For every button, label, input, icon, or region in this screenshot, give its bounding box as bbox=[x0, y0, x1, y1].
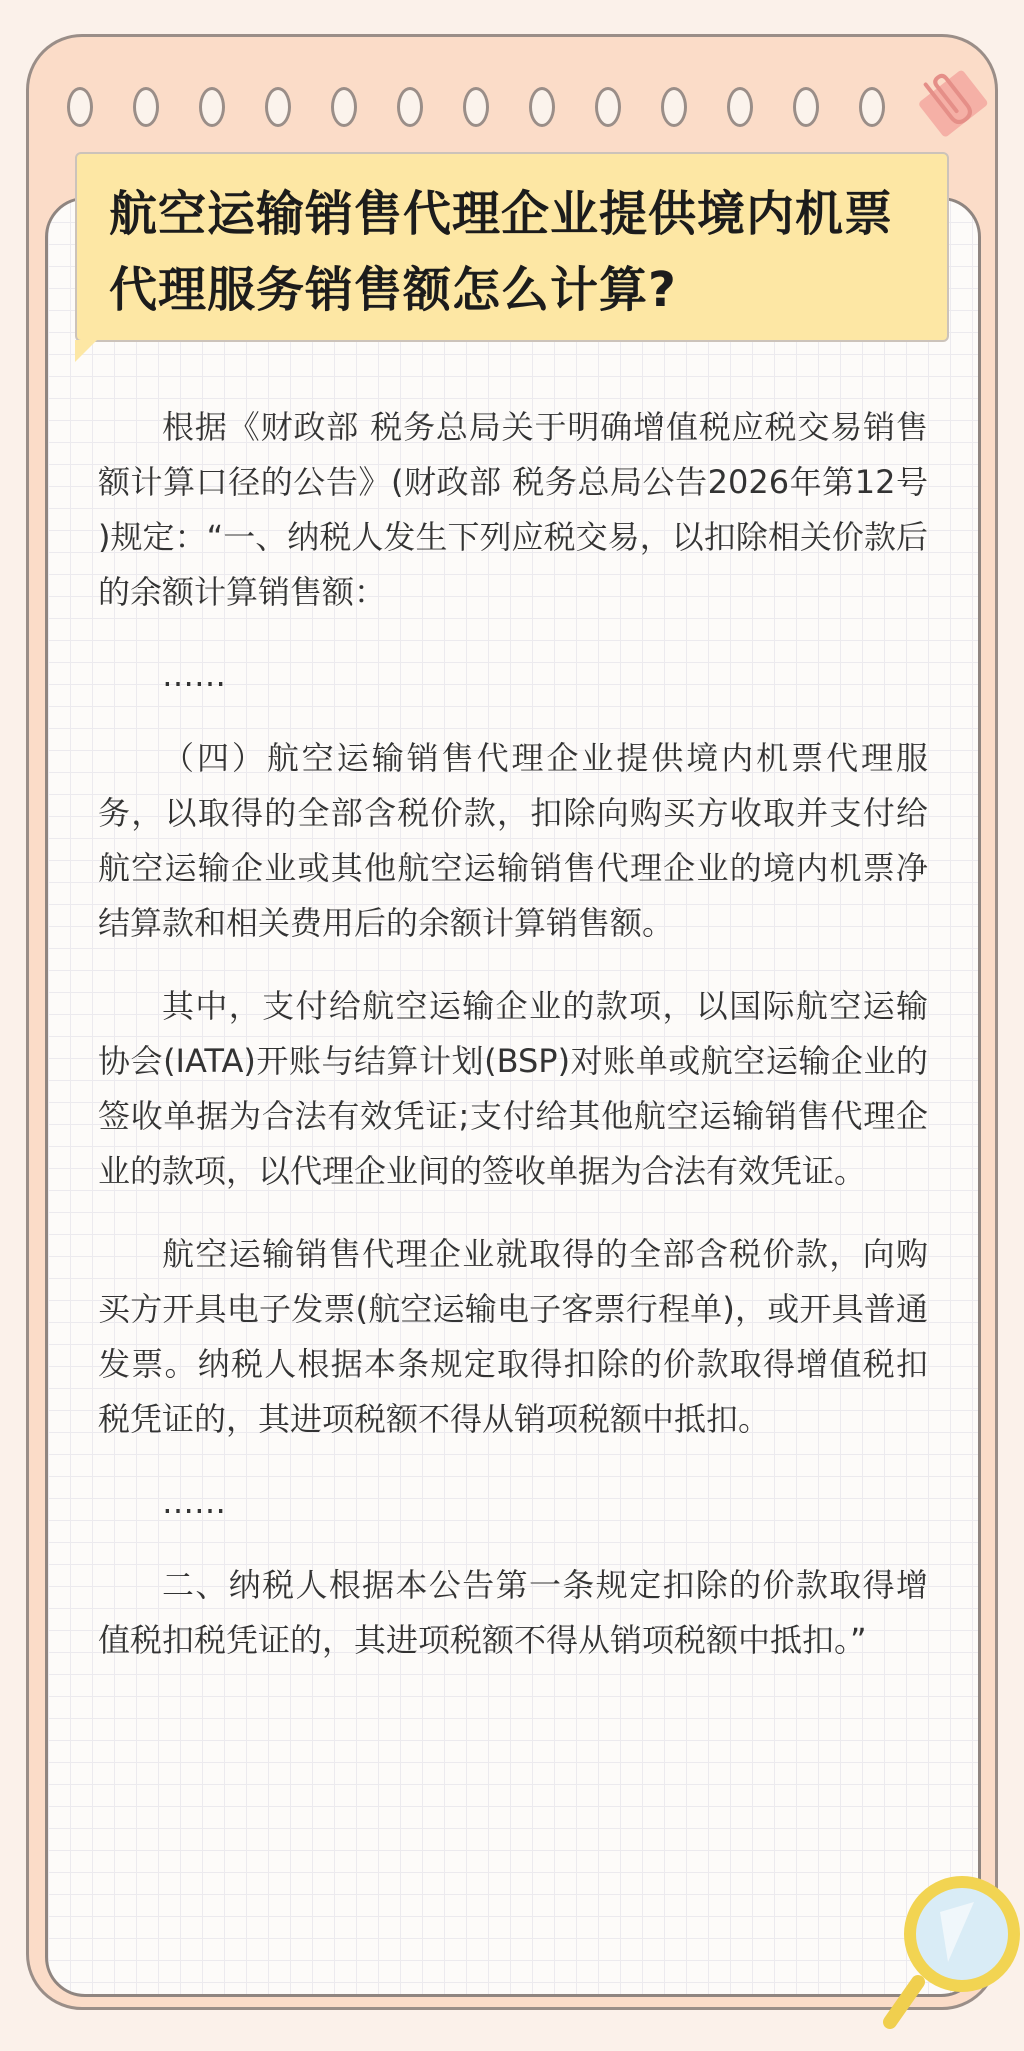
magnifier-icon bbox=[878, 1862, 1024, 2032]
binder-hole bbox=[595, 87, 621, 127]
page-title bbox=[109, 176, 915, 328]
binder-hole bbox=[331, 87, 357, 127]
title-line-2: 代理服务销售额怎么计算? bbox=[109, 262, 677, 318]
paragraph: 航空运输销售代理企业就取得的全部含税价款，向购买方开具电子发票(航空运输电子客票行程单)，或开具普通发票。纳税人根据本条规定取得扣除的价款取得增值税扣税凭证的，其进项税额不得从销项税额中抵扣。 bbox=[98, 1235, 928, 1438]
ellipsis-paragraph: …… bbox=[162, 656, 226, 694]
paragraph: 根据《财政部 税务总局关于明确增值税应税交易销售额计算口径的公告》(财政部 税务总局公告2026年第12号 )规定：“一、纳税人发生下列应税交易，以扣除相关价款后的余额计算销售额： bbox=[98, 408, 928, 611]
binder-hole bbox=[397, 87, 423, 127]
article-body bbox=[98, 400, 928, 1696]
paragraph: 其中，支付给航空运输企业的款项，以国际航空运输协会(IATA)开账与结算计划(BSP)对账单或航空运输企业的签收单据为合法有效凭证;支付给其他航空运输销售代理企业的款项，以代理企业间的签收单据为合法有效凭证。 bbox=[98, 987, 928, 1190]
title-line-1: 航空运输销售代理企业提供境内机票 bbox=[109, 186, 894, 242]
binder-hole bbox=[793, 87, 819, 127]
title-banner-tail bbox=[75, 340, 97, 362]
binder-hole bbox=[67, 87, 93, 127]
binder-hole bbox=[463, 87, 489, 127]
binder-hole bbox=[727, 87, 753, 127]
binder-hole bbox=[133, 87, 159, 127]
paragraph: 二、纳税人根据本公告第一条规定扣除的价款取得增值税扣税凭证的，其进项税额不得从销项税额中抵扣。” bbox=[98, 1566, 928, 1659]
paragraph: （四）航空运输销售代理企业提供境内机票代理服务，以取得的全部含税价款，扣除向购买方收取并支付给航空运输企业或其他航空运输销售代理企业的境内机票净结算款和相关费用后的余额计算销售额。 bbox=[98, 739, 928, 942]
binder-hole bbox=[859, 87, 885, 127]
title-banner bbox=[75, 152, 949, 342]
binder-hole bbox=[661, 87, 687, 127]
binder-hole bbox=[199, 87, 225, 127]
binder-hole bbox=[529, 87, 555, 127]
binder-holes bbox=[29, 87, 995, 131]
paper-clip-icon bbox=[902, 52, 1002, 152]
binder-hole bbox=[265, 87, 291, 127]
ellipsis-paragraph: …… bbox=[162, 1483, 226, 1521]
